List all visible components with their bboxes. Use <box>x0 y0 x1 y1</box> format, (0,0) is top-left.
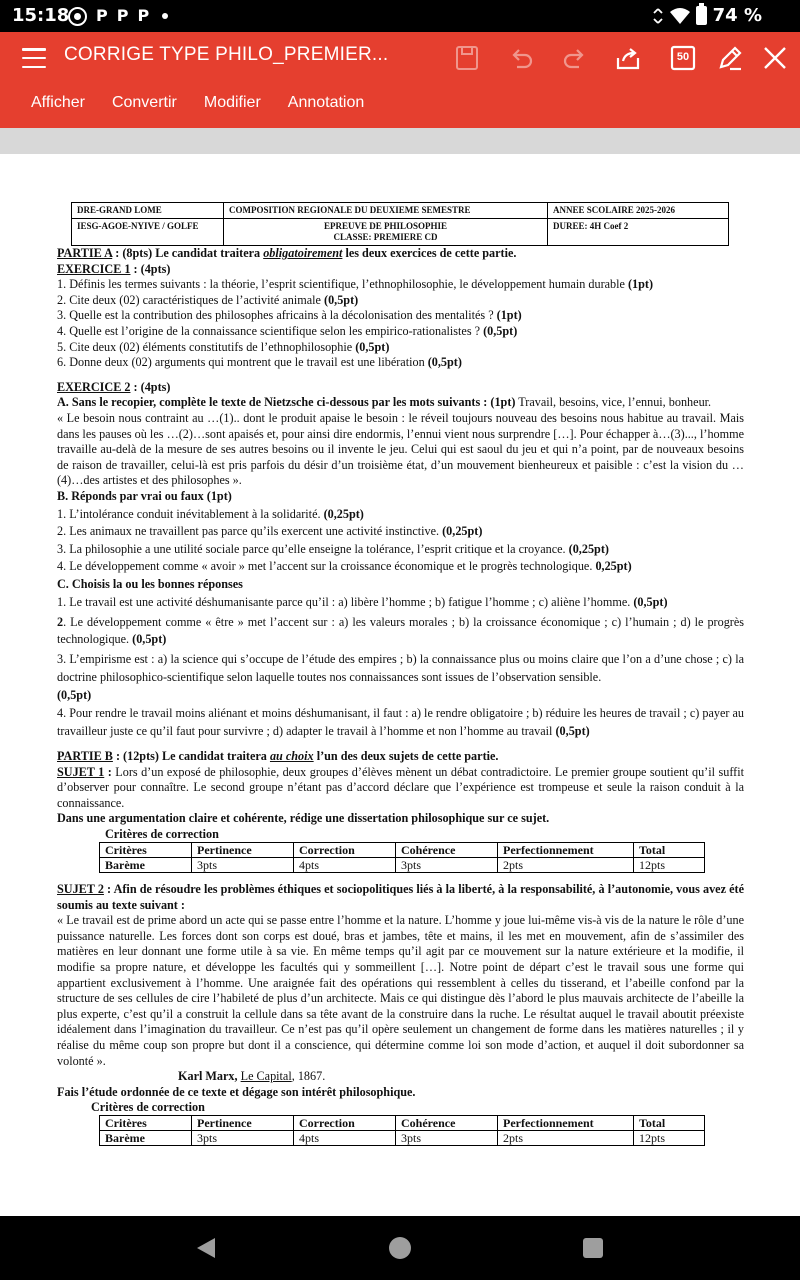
section-c-heading: C. Choisis la ou les bonnes réponses <box>57 576 243 591</box>
document-content <box>57 202 744 1146</box>
table-cell: Total <box>634 1116 705 1131</box>
question: 2. Le développement comme « être » met l’accent sur : a) les valeurs morales ; b) la croissance économique ; c) l’humain ; d) le progrès technologique. (0,5pt) <box>57 615 744 647</box>
header-cell: DUREE: 4H Coef 2 <box>548 219 729 246</box>
table-cell: 4pts <box>294 858 396 873</box>
p-app-icon: P <box>137 6 150 25</box>
navigation-bar <box>0 1216 800 1280</box>
criteria-title: Critères de correction <box>91 1100 205 1115</box>
page-counter: 50 <box>676 51 690 63</box>
question: 1. L’intolérance conduit inévitablement à la solidarité. (0,25pt) <box>57 506 364 521</box>
question: 6. Donne deux (02) arguments qui montrent que le travail est une libération (0,5pt) <box>57 355 462 370</box>
question: 3. Quelle est la contribution des philosophes africains à la décolonisation des mentalités ? (1pt) <box>57 308 522 323</box>
question: 4. Le développement comme « avoir » met l’accent sur la croissance économique et le progrès technologique. 0,25pt) <box>57 559 632 574</box>
table-cell: Cohérence <box>396 843 498 858</box>
header-class: CLASSE: PREMIERE CD <box>333 232 438 242</box>
table-cell: 2pts <box>498 1131 634 1146</box>
header-cell: ANNEE SCOLAIRE 2025-2026 <box>548 203 729 219</box>
table-cell: Perfectionnement <box>498 1116 634 1131</box>
redo-icon[interactable] <box>559 42 591 74</box>
p-app-icon: P <box>116 6 129 25</box>
vibrate-icon <box>652 8 664 24</box>
hamburger-menu-icon[interactable] <box>22 48 46 68</box>
exercice-2-heading: EXERCICE 2 : (4pts) <box>57 379 171 394</box>
section-b-heading: B. Réponds par vrai ou faux (1pt) <box>57 488 232 503</box>
table-cell: 3pts <box>192 858 294 873</box>
table-row <box>100 1116 705 1131</box>
question: 2. Les animaux ne travaillent pas parce qu’ils exercent une activité instinctive. (0,25pt) <box>57 524 483 539</box>
table-cell: 12pts <box>634 1131 705 1146</box>
question: 4. Quelle est l’origine de la connaissance scientifique selon les empirico-rationalistes ? (0,5pt) <box>57 323 518 338</box>
p-app-icon: P <box>96 6 108 25</box>
exam-header-table <box>71 202 729 246</box>
status-time: 15:18 <box>12 5 70 26</box>
question: 4. Pour rendre le travail moins aliénant et moins déshumanisant, il faut : a) le rendre obligatoire ; b) réduire les heures de travail ; c) payer au travailleur juste ce qu’il faut pour survivre ; d) adapter le travail à l’homme et non l’homme au travail (0,5pt) <box>57 706 744 739</box>
exercice-1-heading: EXERCICE 1 : (4pts) <box>57 261 171 276</box>
sujet-1: SUJET 1 : Lors d’un exposé de philosophie, deux groupes d’élèves mènent un débat contradictoire. Le premier groupe soutient qu’il suffit d’observer pour connaître. Le second groupe n’étant pas d’accord déclare que l’expérience est trompeuse et seule la raison conduit à la connaissance. <box>57 764 744 810</box>
header-cell <box>224 219 548 246</box>
page-counter-icon[interactable] <box>667 42 699 74</box>
share-icon[interactable] <box>612 42 644 74</box>
table-cell: Barème <box>100 1131 192 1146</box>
table-cell: Pertinence <box>192 1116 294 1131</box>
criteria-title: Critères de correction <box>105 827 219 842</box>
back-icon[interactable] <box>197 1238 215 1258</box>
nietzsche-text: « Le besoin nous contraint au …(1).. dont le produit apaise le besoin : le réveil toujours nouveau des besoins nous habitue au travail. Mais dans les pauses où les …(2)…sont apaisés et, pour ainsi dire endormis, l’ennui vient nous surprendre […]. Pour échapper à…(3)..., l’homme travaille au-delà de la mesure de ses autres besoins ou il invente le jeu. Celui qui est saoul du jeu et qui n’a point, par de nouveaux besoins de raison de travailler, celui-là est pris parfois du désir d’un troisième état, d’un mouvement bienheureux et paisible : c’est la vision du …(4)…des artistes et des philosophes ». <box>57 410 744 488</box>
recent-apps-icon[interactable] <box>583 1238 603 1258</box>
section-a-instruction: A. Sans le recopier, complète le texte de Nietzsche ci-dessous par les mots suivants : (1pt) Travail, besoins, vice, l’ennui, bonheur. <box>57 395 712 410</box>
sujet-2-heading: SUJET 2 : Afin de résoudre les problèmes éthiques et sociopolitiques liés à la liberté, à la responsabilité, à l’autonomie, vous avez été soumis au texte suivant : <box>57 882 744 912</box>
table-row <box>100 843 705 858</box>
edit-pen-icon[interactable] <box>714 42 746 74</box>
sujet-1-instruction: Dans une argumentation claire et cohérente, rédige une dissertation philosophique sur ce sujet. <box>57 811 550 826</box>
tab-modifier[interactable]: Modifier <box>203 94 261 111</box>
save-icon[interactable] <box>451 42 483 74</box>
criteria-table <box>99 1115 705 1146</box>
table-cell: 3pts <box>396 1131 498 1146</box>
table-cell: Critères <box>100 1116 192 1131</box>
sujet-2-instruction: Fais l’étude ordonnée de ce texte et dégage son intérêt philosophique. <box>57 1084 416 1099</box>
wifi-icon <box>670 8 690 24</box>
system-icons <box>652 5 762 26</box>
table-cell: 12pts <box>634 858 705 873</box>
table-cell: Total <box>634 843 705 858</box>
close-icon[interactable] <box>759 42 791 74</box>
document-page[interactable] <box>0 154 800 1216</box>
question: 1. Le travail est une activité déshumanisante parce qu’il : a) libère l’homme ; b) fatigue l’homme ; c) aliène l’homme. (0,5pt) <box>57 595 668 610</box>
table-cell: Perfectionnement <box>498 843 634 858</box>
tab-afficher[interactable]: Afficher <box>31 94 85 111</box>
question: 3. L’empirisme est : a) la science qui s’occupe de l’étude des empires ; b) la connaissance plus ou moins claire que l’on a d’une chose ; c) la doctrine philosophico-scientifique selon laquelle toutes nos connaissances sont issues de l’observation sensible. (0,5pt) <box>57 652 744 703</box>
citation: Karl Marx, Le Capital, 1867. <box>178 1069 326 1084</box>
partie-b-heading: PARTIE B : (12pts) Le candidat traitera au choix l’un des deux sujets de cette partie. <box>57 749 499 764</box>
question: 1. Définis les termes suivants : la théorie, l’esprit scientifique, l’ethnophilosophie, le développement humain durable (1pt) <box>57 277 654 292</box>
app-bar <box>0 32 800 128</box>
document-title: CORRIGE TYPE PHILO_PREMIER... <box>64 44 389 65</box>
marx-text: « Le travail est de prime abord un acte qui se passe entre l’homme et la nature. L’homme y joue lui-même vis-à vis de la nature le rôle d’une puissance naturelle. Les forces dont son corps est doué, bras et jambes, tête et mains, il les met en mouvement, afin de s’assimiler des matières en leur donnant une forme utile à sa vie. En même temps qu’il agit par ce mouvement sur la nature extérieure et la modifie, il modifie sa propre nature, et développe les facultés qui y sommeillent […]. Notre point de départ c’est le travail sous une forme qui appartient exclusivement à l’homme. Une araignée fait des opérations qui ressemblent à celles du tisserand, et l’abeille confond par la structure de ses cellules de cire l’habileté de plus d’un architecte. Mais ce qui distingue dès l’abord le plus mauvais architecte de l’abeille la plus experte, c’est qu’il a construit la cellule dans sa tête avant de la construire dans la ruche. Le résultat auquel le travail aboutit préexiste idéalement dans l’imagination du travailleur. Ce n’est pas qu’il opère seulement un changement de forme dans les matières naturelles ; il y réalise du même coup son propre but dont il a conscience, qui détermine comme loi son mode d’action, et auquel il doit subordonner sa volonté ». <box>57 913 744 1068</box>
table-row <box>100 858 705 873</box>
question: 3. La philosophie a une utilité sociale parce qu’elle enseigne la tolérance, l’esprit critique et la croyance. (0,25pt) <box>57 541 609 556</box>
question: 2. Cite deux (02) caractéristiques de l’activité animale (0,5pt) <box>57 292 359 307</box>
status-bar <box>0 0 800 32</box>
dot-icon <box>162 13 168 19</box>
table-cell: Barème <box>100 858 192 873</box>
whatsapp-icon <box>68 7 87 26</box>
table-cell: 4pts <box>294 1131 396 1146</box>
home-icon[interactable] <box>389 1237 411 1259</box>
battery-icon <box>696 6 707 25</box>
header-cell: COMPOSITION REGIONALE DU DEUXIEME SEMESTRE <box>224 203 548 219</box>
table-cell: 3pts <box>192 1131 294 1146</box>
partie-a-heading: PARTIE A : (8pts) Le candidat traitera obligatoirement les deux exercices de cette partie. <box>57 246 517 260</box>
table-cell: Correction <box>294 843 396 858</box>
header-cell: IESG-AGOE-NYIVE / GOLFE <box>72 219 224 246</box>
table-cell: 2pts <box>498 858 634 873</box>
table-row <box>100 1131 705 1146</box>
undo-icon[interactable] <box>505 42 537 74</box>
battery-level: 74 % <box>712 5 762 26</box>
question: 5. Cite deux (02) éléments constitutifs de l’ethnophilosophie (0,5pt) <box>57 339 390 354</box>
table-cell: Critères <box>100 843 192 858</box>
tab-annotation[interactable]: Annotation <box>287 94 365 111</box>
table-cell: Cohérence <box>396 1116 498 1131</box>
table-cell: Correction <box>294 1116 396 1131</box>
toolbar-tabs <box>31 94 391 112</box>
header-cell: DRE-GRAND LOME <box>72 203 224 219</box>
table-cell: 3pts <box>396 858 498 873</box>
criteria-table <box>99 842 705 873</box>
header-subject: EPREUVE DE PHILOSOPHIE <box>323 221 448 231</box>
table-cell: Pertinence <box>192 843 294 858</box>
notification-icons <box>68 6 168 26</box>
tab-convertir[interactable]: Convertir <box>111 94 177 111</box>
